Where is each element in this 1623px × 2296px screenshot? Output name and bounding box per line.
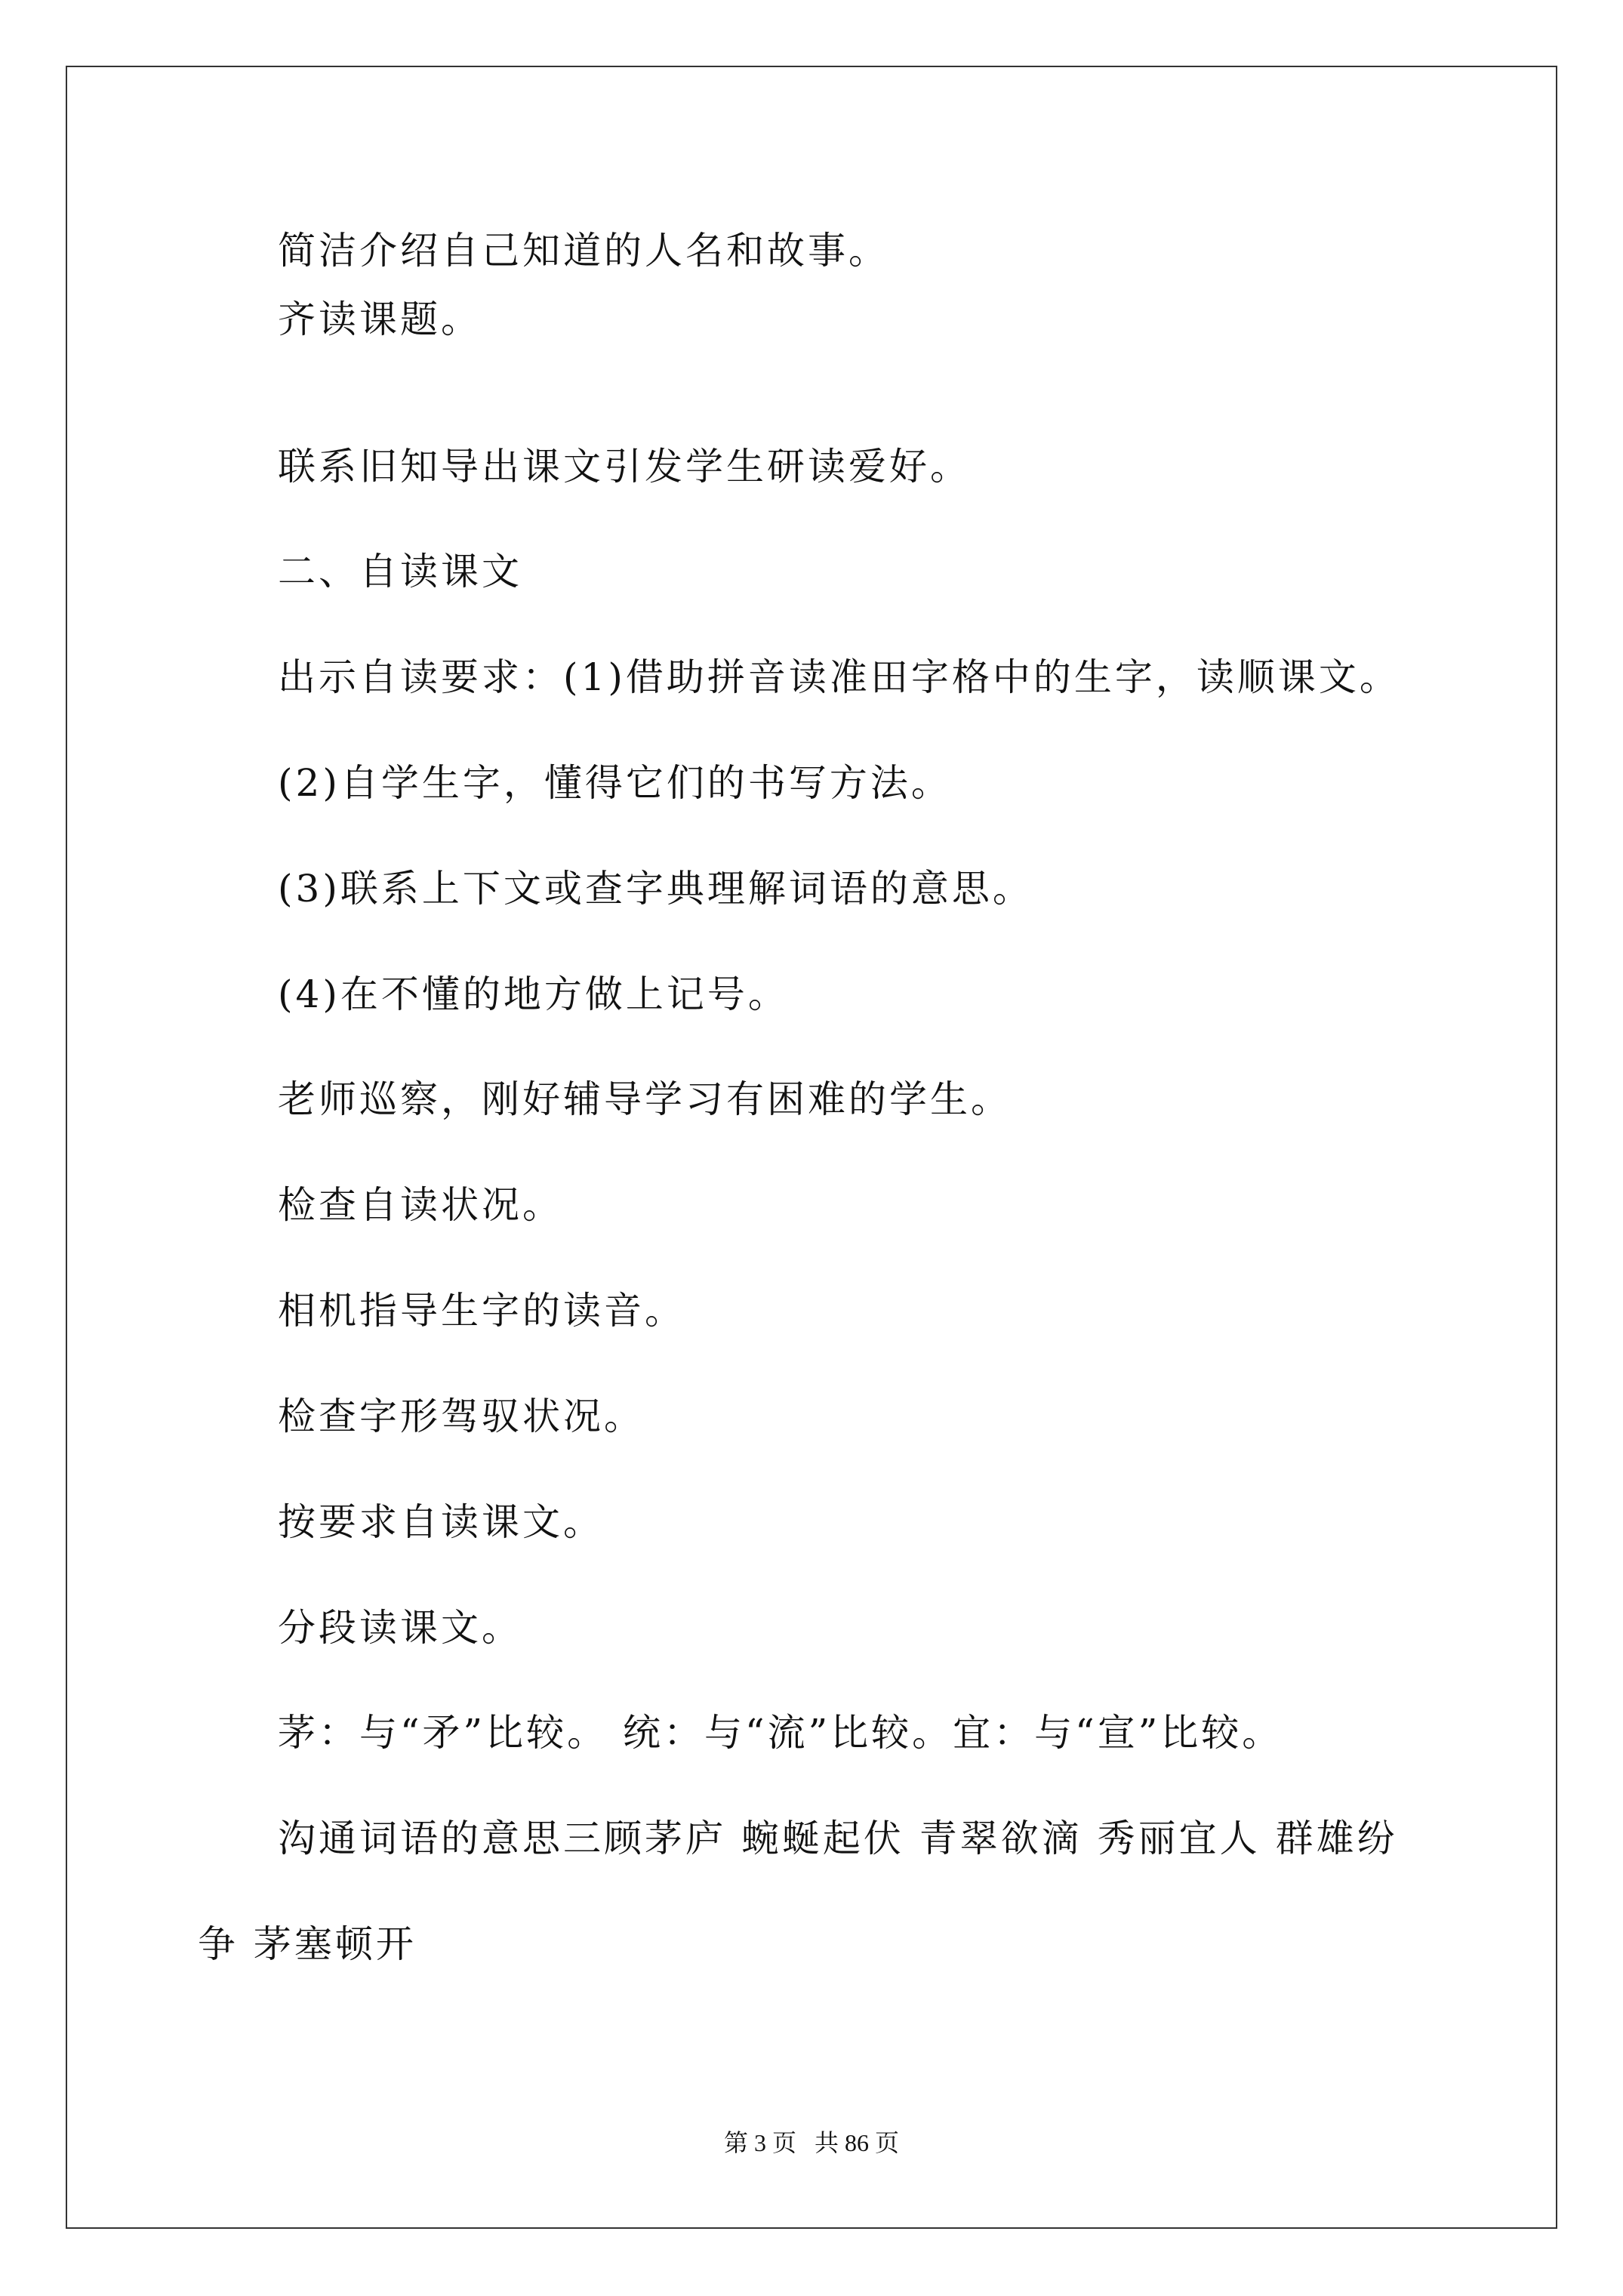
- paragraph-6: (2)自学生字，懂得它们的书写方法。: [278, 761, 952, 805]
- paragraph-2: 齐读课题。: [278, 297, 482, 341]
- paragraph-12: 检查字形驾驭状况。: [278, 1395, 645, 1438]
- paragraph-8: (4)在不懂的地方做上记号。: [278, 972, 789, 1016]
- paragraph-11: 相机指导生字的读音。: [278, 1289, 685, 1333]
- paragraph-15: 茅：与“矛”比较。 统：与“流”比较。宜：与“宣”比较。: [278, 1711, 1283, 1755]
- paragraph-5: 出示自读要求：(1)借助拼音读准田字格中的生字，读顺课文。: [278, 655, 1400, 699]
- section-heading: 二、自读课文: [278, 550, 522, 593]
- paragraph-1: 简洁介绍自己知道的人名和故事。: [278, 229, 889, 273]
- paragraph-3: 联系旧知导出课文引发学生研读爱好。: [278, 445, 971, 488]
- paragraph-16-continuation: 争 茅塞顿开: [198, 1922, 417, 1966]
- paragraph-9: 老师巡察，刚好辅导学习有困难的学生。: [278, 1077, 1012, 1121]
- page-footer: 第 3 页 共 86 页: [723, 2129, 899, 2156]
- paragraph-7: (3)联系上下文或查字典理解词语的意思。: [278, 867, 1033, 911]
- paragraph-16: 沟通词语的意思三顾茅庐 蜿蜒起伏 青翠欲滴 秀丽宜人 群雄纷: [278, 1817, 1398, 1860]
- paragraph-13: 按要求自读课文。: [278, 1500, 604, 1544]
- page-border: [66, 66, 1557, 2229]
- paragraph-14: 分段读课文。: [278, 1606, 522, 1650]
- paragraph-10: 检查自读状况。: [278, 1183, 563, 1227]
